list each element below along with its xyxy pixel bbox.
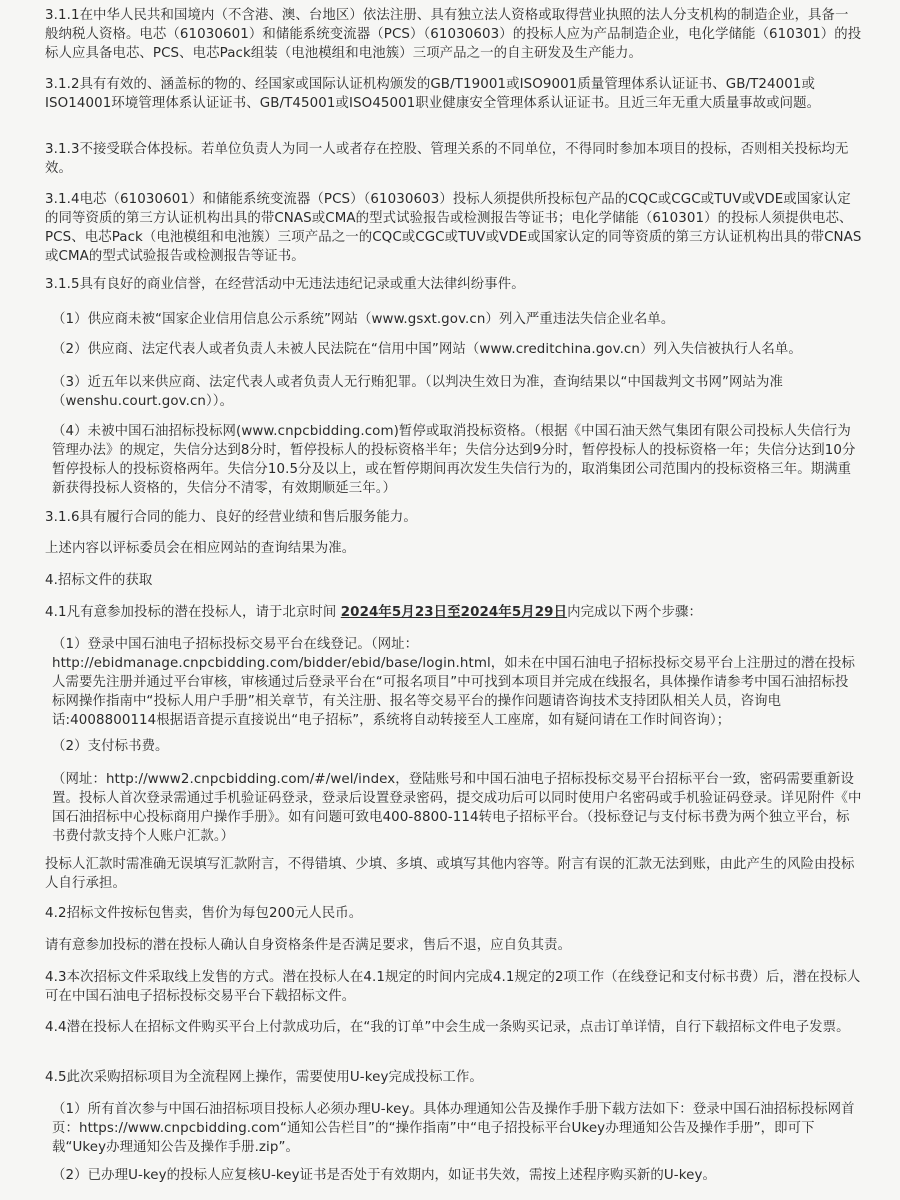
clause-4-5: 4.5此次采购招标项目为全流程网上操作，需要使用U-key完成投标工作。 [45, 1070, 483, 1085]
step-1-registration: （1）登录中国石油电子招标投标交易平台在线登记。（网址：http://ebidmanage.cnpcbidding.com/bidder/ebid/base/login.html，如未在中国石油电子招标投标交易平台上注册过的潜在投标人需要先注册并通过平台审核，审核通过后登录平台在“可报名项目”中可找到本项目并完成在线报名，具体操作请参考中国石油招标投标网操作指南中“投标人用户手册”相关章节，有关注册、报名等交易平台的操作问题请咨询技术支持团队相关人员，咨询电话:4008800114根据语音提示直接说出“电子招标”，系统将自动转接至人工座席，如有疑问请在工作时间咨询）； [52, 637, 856, 728]
verification-note: 上述内容以评标委员会在相应网站的查询结果为准。 [45, 541, 356, 556]
credit-item-1: （1）供应商未被“国家企业信用信息公示系统”网站（www.gsxt.gov.cn）列入严重违法失信企业名单。 [52, 312, 675, 327]
clause-3-1-6: 3.1.6具有履行合同的能力、良好的经营业绩和售后服务能力。 [45, 510, 417, 525]
clause-4-1 [45, 603, 862, 622]
start-date: 2024年5月23日 [340, 605, 448, 620]
end-date: 2024年5月29日 [460, 605, 568, 620]
clause-4-1-tail: 内完成以下两个步骤： [567, 605, 702, 620]
ukey-item-1: （1）所有首次参与中国石油招标项目投标人必须办理U-key。具体办理通知公告及操作手册下载方法如下：登录中国石油招标投标网首页：https://www.cnpcbidding.com“通知公告栏目”的“操作指南”中“电子招投标平台Ukey办理通知公告及操作手册”，即可下载“Ukey办理通知公告及操作手册.zip”。 [52, 1102, 855, 1155]
clause-4-2-note: 请有意参加投标的潜在投标人确认自身资格条件是否满足要求，售后不退，应自负其责。 [45, 938, 572, 953]
remittance-note: 投标人汇款时需准确无误填写汇款附言，不得错填、少填、多填、或填写其他内容等。附言有误的汇款无法到账，由此产生的风险由投标人自行承担。 [45, 857, 855, 891]
credit-item-2: （2）供应商、法定代表人或者负责人未被人民法院在“信用中国”网站（www.creditchina.gov.cn）列入失信被执行人名单。 [52, 342, 802, 357]
credit-item-4: （4）未被中国石油招标投标网(www.cnpcbidding.com)暂停或取消投标资格。（根据《中国石油天然气集团有限公司投标人失信行为管理办法》的规定，失信分达到8分时，暂停投标人的投标资格半年；失信分达到9分时，暂停投标人的投标资格一年；失信分达到10分暂停投标人的投标资格两年。失信分10.5分及以上，或在暂停期间再次发生失信行为的，取消集团公司范围内的投标资格三年。期满重新获得投标人资格的，失信分不清零，有效期顺延三年。） [52, 424, 856, 496]
ukey-item-2: （2）已办理U-key的投标人应复核U-key证书是否处于有效期内，如证书失效，需按上述程序购买新的U-key。 [52, 1168, 716, 1183]
clause-3-1-5: 3.1.5具有良好的商业信誉，在经营活动中无违法违纪记录或重大法律纠纷事件。 [45, 277, 525, 292]
date-separator: 至 [447, 605, 461, 620]
clause-4-1-intro: 4.1凡有意参加投标的潜在投标人，请于北京时间 [45, 605, 341, 620]
section-4-heading: 4.招标文件的获取 [45, 573, 153, 588]
clause-3-1-2: 3.1.2具有有效的、涵盖标的物的、经国家或国际认证机构颁发的GB/T19001或ISO9001质量管理体系认证证书、GB/T24001或ISO14001环境管理体系认证证书、GB/T45001或ISO45001职业健康安全管理体系认证证书。且近三年无重大质量事故或问题。 [45, 77, 821, 111]
payment-details: （网址：http://www2.cnpcbidding.com/#/wel/index，登陆账号和中国石油电子招标投标交易平台招标平台一致，密码需要重新设置。投标人首次登录需通过手机验证码登录，登录后设置登录密码，提交成功后可以同时使用户名密码或手机验证码登录。详见附件《中国石油招标中心投标商用户操作手册》。如有问题可致电400-8800-114转电子招标平台。（投标登记与支付标书费为两个独立平台，标书费付款支持个人账户汇款。） [52, 772, 862, 844]
clause-3-1-1: 3.1.1在中华人民共和国境内（不含港、澳、台地区）依法注册、具有独立法人资格或取得营业执照的法人分支机构的制造企业，具备一般纳税人资格。电芯（61030601）和储能系统变流器（PCS）（61030603）的投标人应为产品制造企业，电化学储能（610301）的投标人应具备电芯、PCS、电芯Pack组装（电池模组和电池簇）三项产品之一的自主研发及生产能力。 [45, 8, 862, 61]
clause-4-3: 4.3本次招标文件采取线上发售的方式。潜在投标人在4.1规定的时间内完成4.1规定的2项工作（在线登记和支付标书费）后，潜在投标人可在中国石油电子招标投标交易平台下载招标文件。 [45, 970, 861, 1004]
step-2-payment: （2）支付标书费。 [52, 739, 169, 754]
clause-3-1-3: 3.1.3不接受联合体投标。若单位负责人为同一人或者存在控股、管理关系的不同单位，不得同时参加本项目的投标，否则相关投标均无效。 [45, 142, 849, 176]
credit-item-3: （3）近五年以来供应商、法定代表人或者负责人无行贿犯罪。（以判决生效日为准，查询结果以“中国裁判文书网”网站为准（wenshu.court.gov.cn））。 [52, 375, 783, 409]
clause-4-4: 4.4潜在投标人在招标文件购买平台上付款成功后，在“我的订单”中会生成一条购买记录，点击订单详情，自行下载招标文件电子发票。 [45, 1020, 850, 1035]
clause-4-2: 4.2招标文件按标包售卖，售价为每包200元人民币。 [45, 906, 363, 921]
clause-3-1-4: 3.1.4电芯（61030601）和储能系统变流器（PCS）（61030603）投标人须提供所投标包产品的CQC或CGC或TUV或VDE或国家认定的同等资质的第三方认证机构出具的带CNAS或CMA的型式试验报告或检测报告等证书；电化学储能（610301）的投标人须提供电芯、PCS、电芯Pack（电池模组和电池簇）三项产品之一的CQC或CGC或TUV或VDE或国家认定的同等资质的第三方认证机构出具的带CNAS或CMA的型式试验报告或检测报告等证书。 [45, 192, 862, 264]
